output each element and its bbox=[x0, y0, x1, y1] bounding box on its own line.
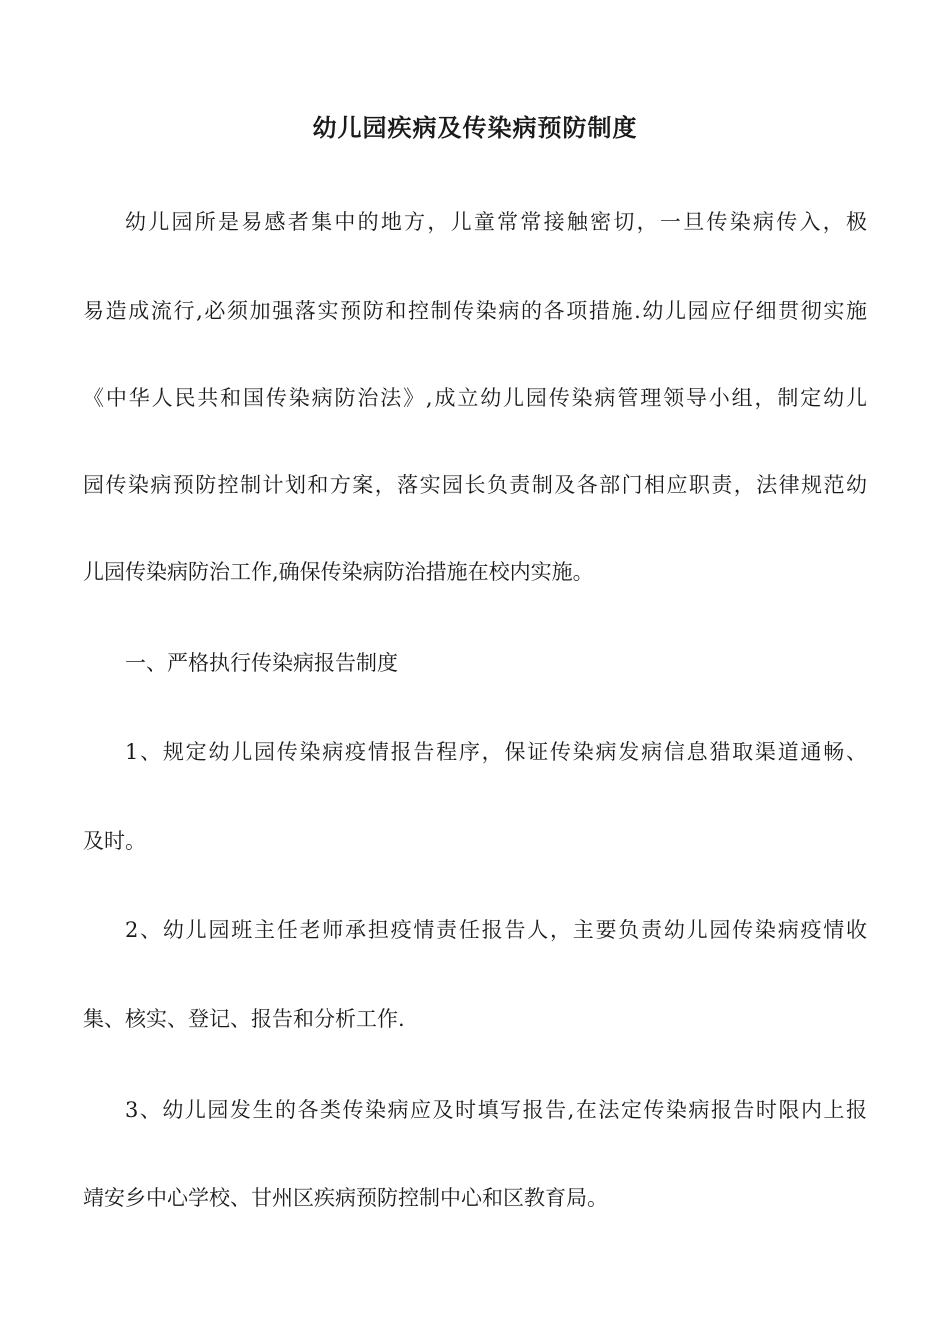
item-1-line-1: 1、规定幼儿园传染病疫情报告程序，保证传染病发病信息猎取渠道通畅、 bbox=[125, 740, 867, 764]
item-3-line-2: 靖安乡中心学校、甘州区疾病预防控制中心和区教育局。 bbox=[83, 1186, 608, 1210]
item-2-line-2: 集、核实、登记、报告和分析工作. bbox=[83, 1007, 405, 1031]
item-2-line-1: 2、幼儿园班主任老师承担疫情责任报告人，主要负责幼儿园传染病疫情收 bbox=[125, 918, 867, 942]
intro-line-3: 《中华人民共和国传染病防治法》,成立幼儿园传染病管理领导小组，制定幼儿 bbox=[83, 386, 867, 410]
intro-line-2: 易造成流行,必须加强落实预防和控制传染病的各项措施.幼儿园应仔细贯彻实施 bbox=[83, 299, 867, 323]
intro-line-4: 园传染病预防控制计划和方案，落实园长负责制及各部门相应职责，法律规范幼 bbox=[83, 473, 867, 497]
section-heading-1: 一、严格执行传染病报告制度 bbox=[125, 651, 398, 675]
document-title: 幼儿园疾病及传染病预防制度 bbox=[312, 114, 638, 142]
item-1-line-2: 及时。 bbox=[83, 829, 146, 853]
item-3-line-1: 3、幼儿园发生的各类传染病应及时填写报告,在法定传染病报告时限内上报 bbox=[125, 1098, 867, 1122]
intro-line-5: 儿园传染病防治工作,确保传染病防治措施在校内实施。 bbox=[83, 560, 594, 584]
intro-line-1: 幼儿园所是易感者集中的地方，儿童常常接触密切，一旦传染病传入，极 bbox=[125, 210, 867, 234]
